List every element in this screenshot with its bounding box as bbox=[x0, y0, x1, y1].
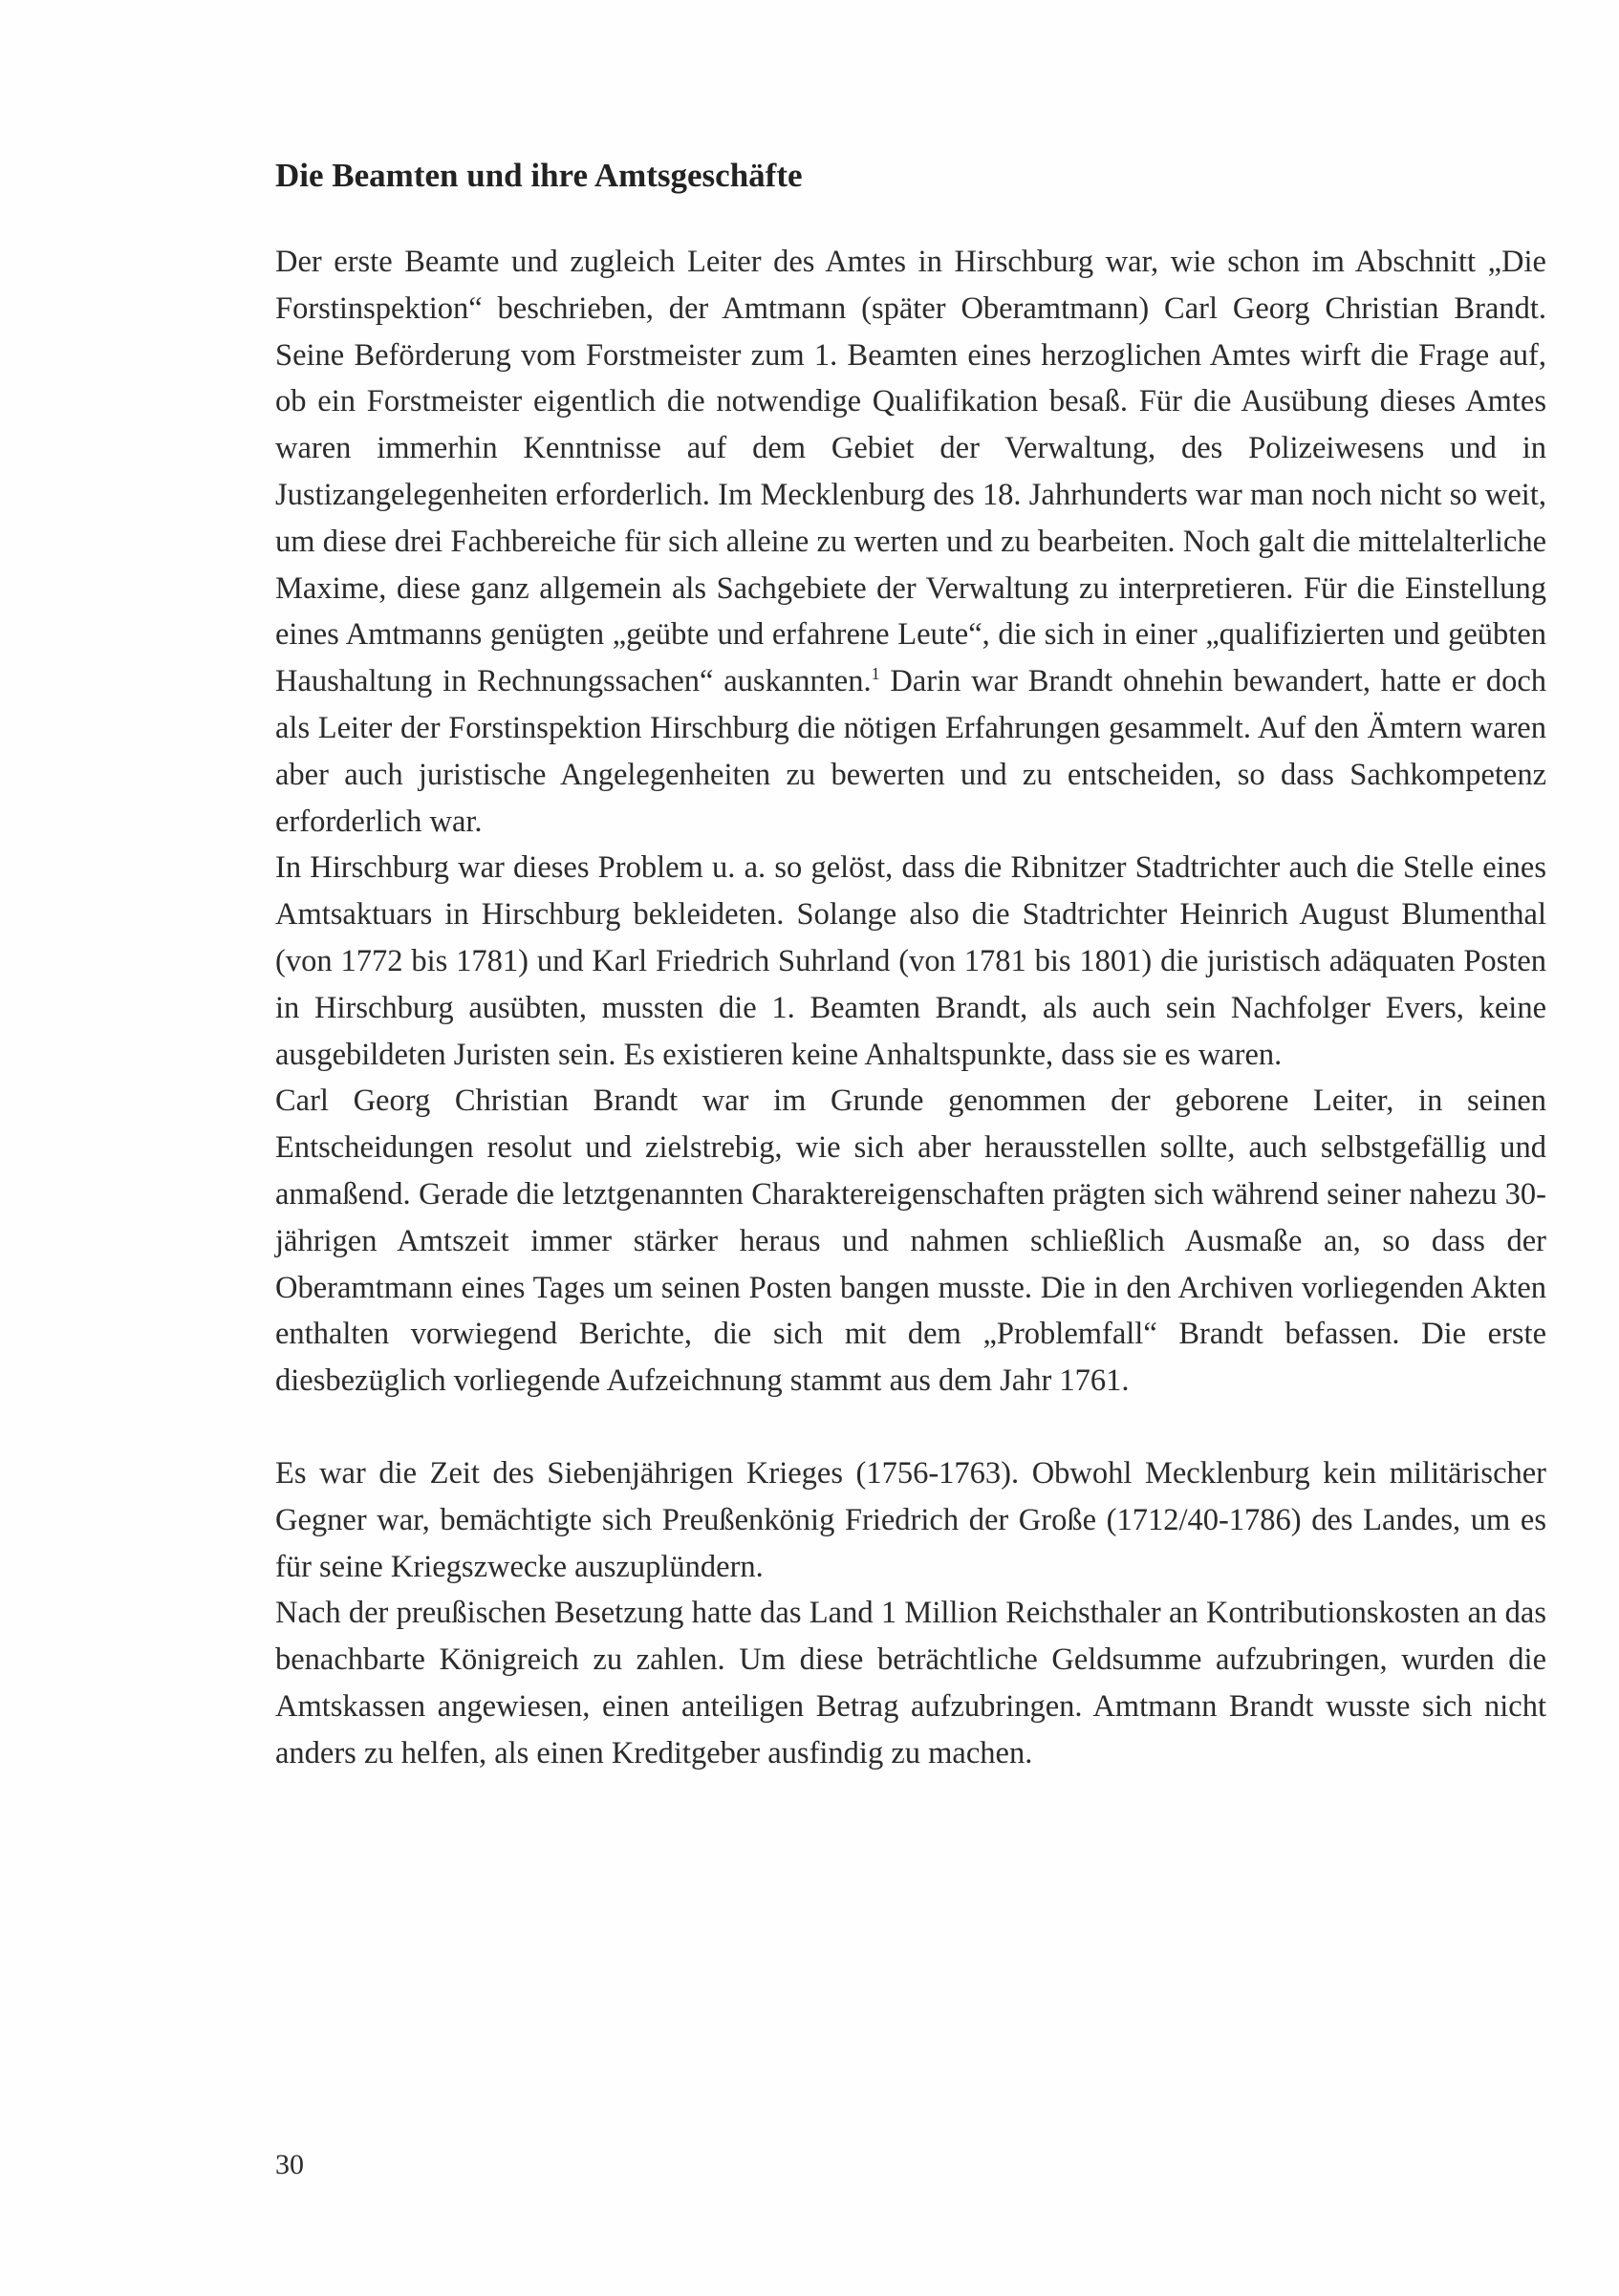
paragraph-1-continuation: Darin war Brandt ohnehin bewandert, hatte er doch als Leiter der Forstinspektion Hirschburg die nötigen Erfahrungen gesammelt. Auf den Ämtern waren aber auch juristische Angelegenheiten zu bewerten und zu entscheiden, so dass Sachkompetenz erforderlich war. bbox=[275, 664, 1546, 839]
section-heading: Die Beamten und ihre Amtsgeschäfte bbox=[275, 157, 803, 194]
paragraph-1-text: Der erste Beamte und zugleich Leiter des Amtes in Hirschburg war, wie schon im Abschnitt „Die Forstinspektion“ beschrieben, der Amtmann (später Oberamtmann) Carl Georg Christian Brandt. Seine Beförderung vom Forstmeister zum 1. Beamten eines herzoglichen Amtes wirft die Frage auf, ob ein Forstmeister eigentlich die notwendige Qualifikation besaß. Für die Ausübung dieses Amtes waren immerhin Kenntnisse auf dem Gebiet der Verwaltung, des Polizeiwesens und in Justizangelegenheiten erforderlich. Im Mecklenburg des 18. Jahrhunderts war man noch nicht so weit, um diese drei Fachbereiche für sich alleine zu werten und zu bearbeiten. Noch galt die mittelalterliche Maxime, diese ganz allgemein als Sachgebiete der Verwaltung zu interpretieren. Für die Einstellung eines Amtmanns genügten „geübte und erfahrene Leute“, die sich in einer „qualifizierten und geübten Haushaltung in Rechnungssachen“ auskannten. bbox=[275, 245, 1546, 699]
paragraph-4: Es war die Zeit des Siebenjährigen Krieges (1756-1763). Obwohl Mecklenburg kein militärischer Gegner war, bemächtigte sich Preußenkönig Friedrich der Große (1712/40-1786) des Landes, um es für seine Kriegszwecke auszuplündern. bbox=[275, 1455, 1546, 1584]
paragraph-2: In Hirschburg war dieses Problem u. a. so gelöst, dass die Ribnitzer Stadtrichter auch die Stelle eines Amtsaktuars in Hirschburg bekleideten. Solange also die Stadtrichter Heinrich August Blumenthal (von 1772 bis 1781) und Karl Friedrich Suhrland (von 1781 bis 1801) die juristisch adäquaten Posten in Hirschburg ausübten, mussten die 1. Beamten Brandt, als auch sein Nachfolger Evers, keine ausgebildeten Juristen sein. Es existieren keine Anhaltspunkte, dass sie es waren. bbox=[275, 850, 1546, 1072]
paragraph-5: Nach der preußischen Besetzung hatte das Land 1 Million Reichsthaler an Kontributionskosten an das benachbarte Königreich zu zahlen. Um diese beträchtliche Geldsumme aufzubringen, wurden die Amtskassen angewiesen, einen anteiligen Betrag aufzubringen. Amtmann Brandt wusste sich nicht anders zu helfen, als einen Kreditgeber ausfindig zu machen. bbox=[275, 1596, 1546, 1770]
paragraph-3: Carl Georg Christian Brandt war im Grunde genommen der geborene Leiter, in seinen Entscheidungen resolut und zielstrebig, wie sich aber herausstellen sollte, auch selbstgefällig und anmaßend. Gerade die letztgenannten Charaktereigenschaften prägten sich während seiner nahezu 30-jährigen Amtszeit immer stärker heraus und nahmen schließlich Ausmaße an, so dass der Oberamtmann eines Tages um seinen Posten bangen musste. Die in den Archiven vorliegenden Akten enthalten vorwiegend Berichte, die sich mit dem „Problemfall“ Brandt befassen. Die erste diesbezüglich vorliegende Aufzeichnung stammt aus dem Jahr 1761. bbox=[275, 1084, 1546, 1399]
paragraph-1 bbox=[275, 239, 1546, 845]
page-number: 30 bbox=[275, 2149, 304, 2180]
footnote-reference[interactable]: 1 bbox=[871, 664, 880, 684]
page-body bbox=[275, 151, 1546, 1777]
